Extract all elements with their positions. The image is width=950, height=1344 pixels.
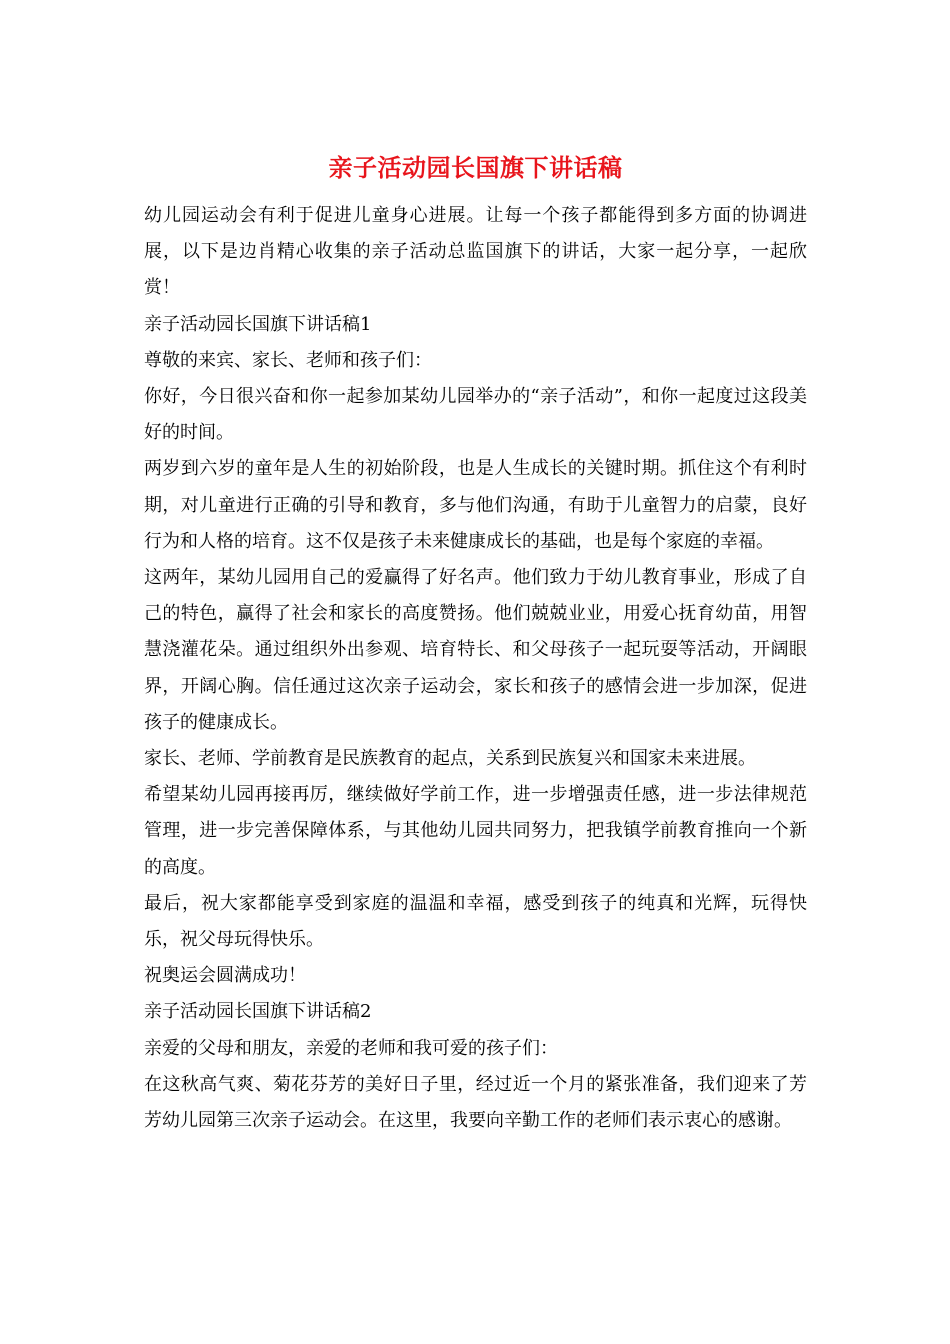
section-heading-2: 亲子活动园长国旗下讲话稿2 [144,1001,372,1023]
paragraph: 家长、老师、学前教育是民族教育的起点，关系到民族复兴和国家未来进展。 [144,748,756,770]
paragraph: 两岁到六岁的童年是人生的初始阶段，也是人生成长的关键时期。抓住这个有利时期，对儿童进行正确的引导和教育，多与他们沟通，有助于儿童智力的启蒙，良好行为和人格的培育。这不仅是孩子未来健康成长的基础，也是每个家庭的幸福。 [144,458,807,552]
document-title: 亲子活动园长国旗下讲话稿 [328,153,623,182]
paragraph-greeting-1: 尊敬的来宾、家长、老师和孩子们： [144,349,432,371]
paragraph: 这两年，某幼儿园用自己的爱赢得了好名声。他们致力于幼儿教育事业，形成了自己的特色，赢得了社会和家长的高度赞扬。他们兢兢业业，用爱心抚育幼苗，用智慧浇灌花朵。通过组织外出参观、培育特长、和父母孩子一起玩耍等活动，开阔眼界，开阔心胸。信任通过这次亲子运动会，家长和孩子的感情会进一步加深，促进孩子的健康成长。 [144,567,807,733]
document-page [144,150,807,1139]
paragraph: 希望某幼儿园再接再厉，继续做好学前工作，进一步增强责任感，进一步法律规范管理，进一步完善保障体系，与其他幼儿园共同努力，把我镇学前教育推向一个新的高度。 [144,784,807,878]
paragraph: 祝奥运会圆满成功！ [144,965,306,987]
paragraph: 在这秋高气爽、菊花芬芳的美好日子里，经过近一个月的紧张准备，我们迎来了芳芳幼儿园第三次亲子运动会。在这里，我要向辛勤工作的老师们表示衷心的感谢。 [144,1073,807,1132]
paragraph-greeting-2: 亲爱的父母和朋友，亲爱的老师和我可爱的孩子们： [144,1037,558,1059]
paragraph-intro: 幼儿园运动会有利于促进儿童身心进展。让每一个孩子都能得到多方面的协调进展，以下是边肖精心收集的亲子活动总监国旗下的讲话，大家一起分享，一起欣赏！ [144,205,807,299]
paragraph: 你好，今日很兴奋和你一起参加某幼儿园举办的“亲子活动”，和你一起度过这段美好的时间。 [144,386,807,444]
section-heading-1: 亲子活动园长国旗下讲话稿1 [144,313,372,335]
paragraph: 最后，祝大家都能享受到家庭的温温和幸福，感受到孩子的纯真和光辉，玩得快乐，祝父母玩得快乐。 [144,892,807,951]
